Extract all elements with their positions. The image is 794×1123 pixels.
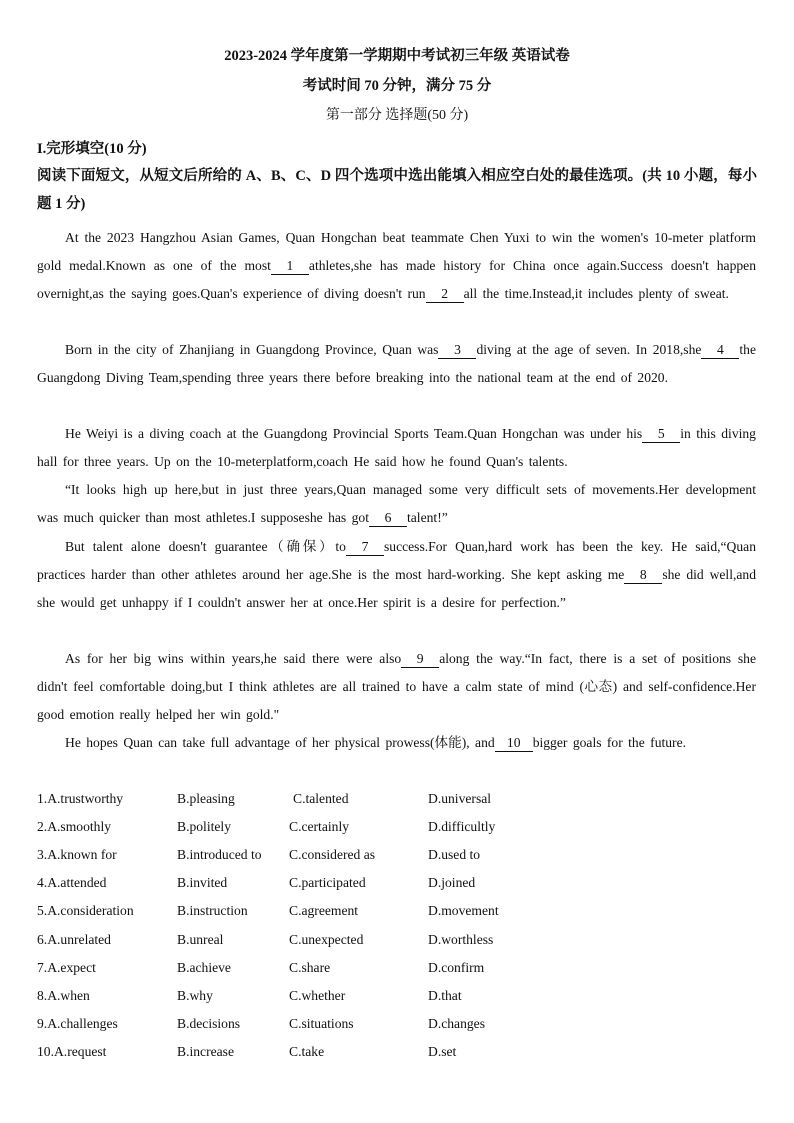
option-b[interactable]: B.invited [177,875,228,890]
option-c[interactable]: C.share [289,960,331,975]
passage-paragraph [37,476,756,532]
option-d[interactable]: D.worthless [428,932,494,947]
option-c[interactable]: C.certainly [289,819,350,834]
passage-text: the Guangdong Diving Team,spending three years there before breaking into the national team at the end of 2020. [37,342,757,385]
passage-text: bigger goals for the future. [532,735,687,750]
passage-paragraph [37,729,756,757]
answer-blank[interactable]: 3 [438,342,476,359]
section-heading: I.完形填空(10 分) [37,141,147,157]
answer-blank[interactable]: 6 [369,510,407,527]
question-options [37,960,757,980]
option-c[interactable]: C.take [289,1044,325,1059]
passage-text: along the way.“In fact, there is a set of positions she didn't feel comfortable doing,but I think athletes are all trained to have a calm state of mind (心态) and self-confidence.Her good emotion really helped her win gold." [37,651,756,722]
option-a[interactable]: 9.A.challenges [37,1016,118,1031]
option-b[interactable]: B.increase [177,1044,234,1059]
question-options [37,819,757,839]
option-a[interactable]: 1.A.trustworthy [37,791,124,806]
question-options [37,847,757,867]
option-a[interactable]: 5.A.consideration [37,903,134,918]
question-options [37,1016,757,1036]
option-c[interactable]: C.agreement [289,903,359,918]
option-d[interactable]: D.difficultly [428,819,496,834]
option-a[interactable]: 3.A.known for [37,847,117,862]
option-d[interactable]: D.movement [428,903,499,918]
option-d[interactable]: D.universal [428,791,492,806]
option-d[interactable]: D.used to [428,847,481,862]
option-a[interactable]: 10.A.request [37,1044,107,1059]
passage-text: Born in the city of Zhanjiang in Guangdong Province, Quan was [65,342,439,357]
option-a[interactable]: 8.A.when [37,988,90,1003]
option-d[interactable]: D.confirm [428,960,485,975]
passage-text: He Weiyi is a diving coach at the Guangdong Provincial Sports Team.Quan Hongchan was under his [65,426,643,441]
answer-blank[interactable]: 5 [642,426,680,443]
option-b[interactable]: B.introduced to [177,847,262,862]
option-d[interactable]: D.set [428,1044,457,1059]
option-b[interactable]: B.politely [177,819,231,834]
passage-paragraph [37,336,756,392]
answer-blank[interactable]: 1 [271,258,309,275]
option-c[interactable]: C.unexpected [289,932,364,947]
passage-paragraph [37,645,756,729]
option-a[interactable]: 7.A.expect [37,960,96,975]
passage-text: diving at the age of seven. In 2018,she [476,342,702,357]
answer-blank[interactable]: 2 [426,286,464,303]
answer-blank[interactable]: 7 [346,539,384,556]
option-d[interactable]: D.changes [428,1016,485,1031]
question-options [37,875,757,895]
option-b[interactable]: B.pleasing [177,791,235,806]
exam-time-score: 考试时间 70 分钟，满分 75 分 [302,78,492,94]
question-options [37,1044,757,1064]
option-b[interactable]: B.decisions [177,1016,241,1031]
passage-paragraph [37,533,756,617]
section-instruction: 阅读下面短文，从短文后所给的 A、B、C、D 四个选项中选出能填入相应空白处的最佳选项。(共 10 小题，每小题 1 分) [37,168,757,212]
passage-paragraph [37,420,756,476]
exam-title: 2023-2024 学年度第一学期期中考试初三年级 英语试卷 [224,48,570,64]
passage-text: He hopes Quan can take full advantage of her physical prowess(体能), and [65,735,495,750]
question-options [37,932,757,952]
option-a[interactable]: 4.A.attended [37,875,107,890]
option-d[interactable]: D.joined [428,875,476,890]
passage-paragraph [37,224,756,308]
passage-text: all the time.Instead,it includes plenty of sweat. [463,286,729,301]
answer-blank[interactable]: 10 [495,735,533,752]
option-c[interactable]: C.participated [289,875,366,890]
passage-text: But talent alone doesn't guarantee（确保）to [65,539,346,554]
passage-text: in this diving hall for three years. Up on the 10-meterplatform,coach He said how he found Quan's talents. [37,426,756,469]
passage-text: success.For Quan,hard work has been the key. He said,“Quan practices harder than other athletes around her age.She is the most hard-working. She kept asking me [37,539,756,582]
passage-text: she did well,and she would get unhappy if I couldn't answer her at once.Her spirit is a desire for perfection.” [37,567,757,610]
option-b[interactable]: B.instruction [177,903,248,918]
part-heading: 第一部分 选择题(50 分) [325,108,469,123]
question-options [37,791,757,811]
option-b[interactable]: B.unreal [177,932,224,947]
passage-text: At the 2023 Hangzhou Asian Games, Quan Hongchan beat teammate Chen Yuxi to win the women's 10-meter platform gold medal.Known as one of the most [37,230,756,273]
option-b[interactable]: B.achieve [177,960,231,975]
answer-blank[interactable]: 4 [701,342,739,359]
passage-text: athletes,she has made history for China once again.Success doesn't happen overnight,as the saying goes.Quan's experience of diving doesn't run [37,258,757,301]
option-c[interactable]: C.talented [293,791,349,806]
option-a[interactable]: 6.A.unrelated [37,932,111,947]
option-c[interactable]: C.considered as [289,847,376,862]
option-a[interactable]: 2.A.smoothly [37,819,112,834]
passage-text: “It looks high up here,but in just three years,Quan managed some very difficult sets of movements.Her development was much quicker than most athletes.I supposeshe has got [37,482,756,525]
passage-text: talent!” [407,510,448,525]
option-b[interactable]: B.why [177,988,213,1003]
option-c[interactable]: C.situations [289,1016,354,1031]
option-c[interactable]: C.whether [289,988,346,1003]
option-d[interactable]: D.that [428,988,462,1003]
answer-blank[interactable]: 9 [401,651,439,668]
question-options [37,903,757,923]
question-options [37,988,757,1008]
answer-blank[interactable]: 8 [624,567,662,584]
passage-text: As for her big wins within years,he said there were also [65,651,402,666]
